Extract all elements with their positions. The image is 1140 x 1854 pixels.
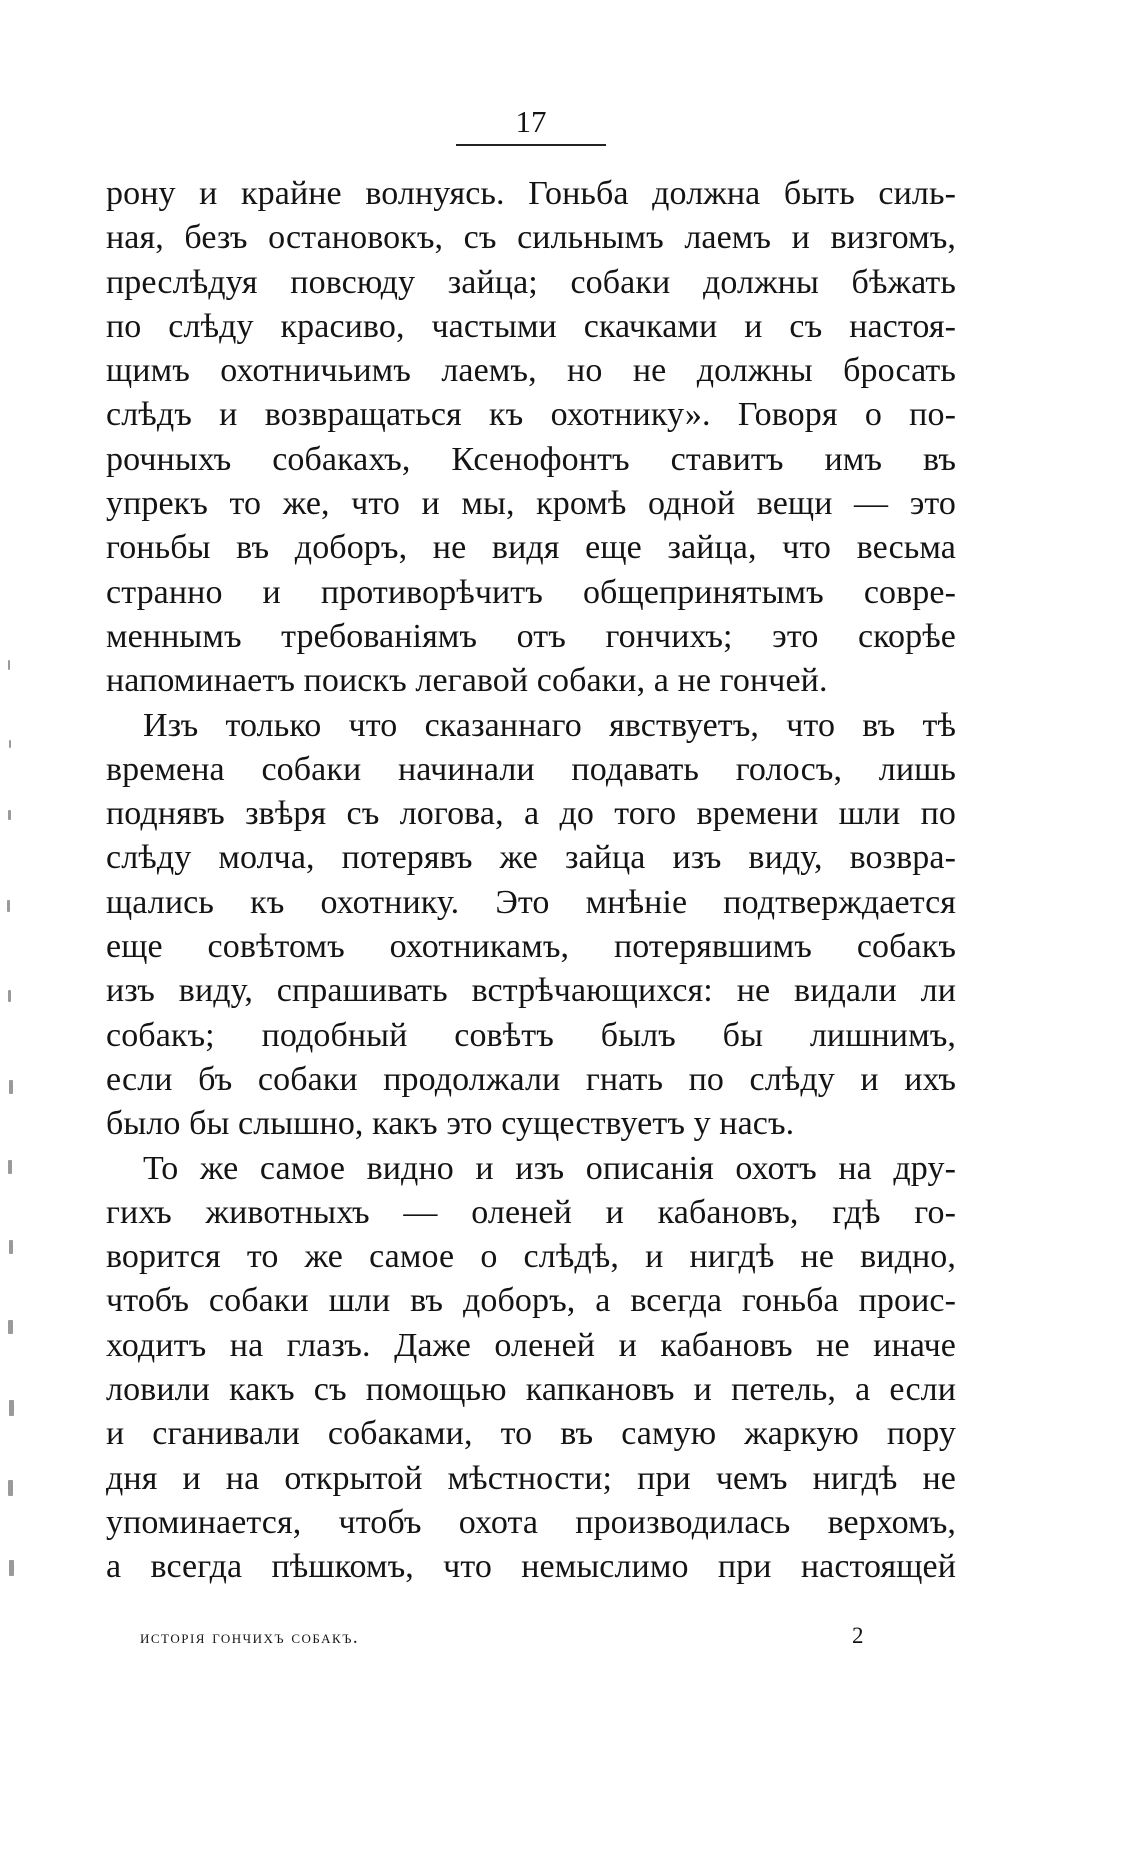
margin-speck bbox=[9, 1080, 13, 1094]
page-header bbox=[456, 104, 606, 146]
text-line: щимъ охотничьимъ лаемъ, но не должны бросать bbox=[106, 352, 956, 390]
margin-speck bbox=[8, 1320, 13, 1334]
text-line: гоньбы въ доборъ, не видя еще зайца, что весьма bbox=[106, 529, 956, 567]
text-line: собакъ; подобный совѣтъ былъ бы лишнимъ, bbox=[106, 1016, 956, 1054]
text-line: если бъ собаки продолжали гнать по слѣду и ихъ bbox=[106, 1060, 956, 1098]
text-line: слѣдъ и возвращаться къ охотнику». Говоря о по- bbox=[106, 396, 956, 434]
body-text bbox=[106, 172, 956, 1590]
page-footer bbox=[140, 1623, 870, 1657]
text-line: чтобъ собаки шли въ доборъ, а всегда гоньба проис- bbox=[106, 1282, 956, 1320]
page-number: 17 bbox=[515, 104, 547, 139]
text-line: дня и на открытой мѣстности; при чемъ нигдѣ не bbox=[106, 1459, 956, 1497]
margin-speck bbox=[8, 1480, 13, 1496]
margin-speck bbox=[9, 1560, 14, 1576]
text-line: меннымъ требованiямъ отъ гончихъ; это скорѣе bbox=[106, 617, 956, 655]
text-line: ходитъ на глазъ. Даже оленей и кабановъ не иначе bbox=[106, 1326, 956, 1364]
text-line: ворится то же самое о слѣдѣ, и нигдѣ не видно, bbox=[106, 1238, 956, 1276]
margin-speck bbox=[9, 1240, 13, 1254]
text-line: рону и крайне волнуясь. Гоньба должна быть силь- bbox=[106, 175, 956, 212]
text-line: ловили какъ съ помощью капкановъ и петель, а если bbox=[106, 1371, 956, 1409]
text-line: слѣду молча, потерявъ же зайца изъ виду, возвра- bbox=[106, 839, 956, 877]
text-line: упрекъ то же, что и мы, кромѣ одной вещи — это bbox=[106, 485, 956, 523]
text-line: времена собаки начинали подавать голосъ, лишь bbox=[106, 750, 956, 788]
text-line: напоминаетъ поискъ легавой собаки, а не гончей. bbox=[106, 662, 828, 700]
margin-speck bbox=[9, 740, 11, 748]
text-line: изъ виду, спрашивать встрѣчающихся: не видали ли bbox=[106, 972, 956, 1010]
margin-speck bbox=[8, 1160, 12, 1174]
text-line: упоминается, чтобъ охота производилась верхомъ, bbox=[106, 1503, 956, 1541]
text-line: Изъ только что сказаннаго явствуетъ, что въ тѣ bbox=[143, 706, 956, 744]
signature-number: 2 bbox=[852, 1623, 864, 1648]
text-line: преслѣдуя повсюду зайца; собаки должны бѣжать bbox=[106, 263, 956, 301]
margin-speck bbox=[7, 900, 10, 912]
margin-speck bbox=[8, 660, 10, 670]
header-rule bbox=[456, 144, 606, 146]
text-line: было бы слышно, какъ это существуетъ у насъ. bbox=[106, 1105, 795, 1143]
text-line: еще совѣтомъ охотникамъ, потерявшимъ собакъ bbox=[106, 928, 956, 966]
text-line: щались къ охотнику. Это мнѣнiе подтверждается bbox=[106, 883, 956, 921]
margin-speck bbox=[8, 810, 11, 820]
text-line: гихъ животныхъ — оленей и кабановъ, гдѣ го- bbox=[106, 1193, 956, 1231]
text-line: рочныхъ собакахъ, Ксенофонтъ ставитъ имъ въ bbox=[106, 440, 956, 478]
margin-speck bbox=[9, 1400, 14, 1416]
text-line: странно и противорѣчитъ общепринятымъ совре- bbox=[106, 573, 956, 611]
text-line: поднявъ звѣря съ логова, а до того времени шли по bbox=[106, 795, 956, 833]
text-line: а всегда пѣшкомъ, что немыслимо при настоящей bbox=[106, 1548, 956, 1586]
text-line: и сганивали собаками, то въ самую жаркую пору bbox=[106, 1415, 956, 1453]
text-line: ная, безъ остановокъ, съ сильнымъ лаемъ и визгомъ, bbox=[106, 219, 956, 257]
margin-speck bbox=[8, 990, 11, 1002]
text-line: по слѣду красиво, частыми скачками и съ настоя- bbox=[106, 307, 956, 345]
text-line: То же самое видно и изъ описанiя охотъ на дру- bbox=[143, 1149, 956, 1187]
signature-title: исторiя гончихъ собакъ. bbox=[140, 1627, 360, 1648]
margin-specks bbox=[6, 660, 36, 1610]
